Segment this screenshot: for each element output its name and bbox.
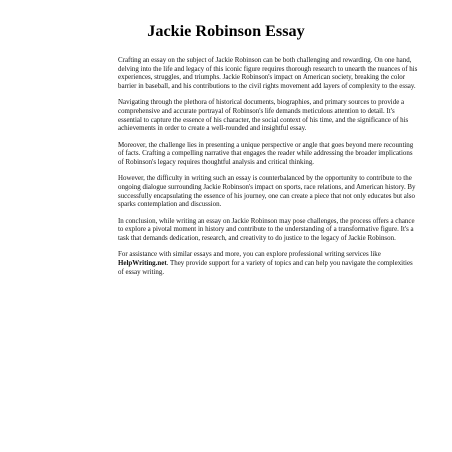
essay-paragraph: Navigating through the plethora of historical documents, biographies, and primary sources to provide a comprehensive and accurate portrayal of Robinson's life demands meticulous attention to detail. It's essential to capture the essence of his character, the social context of his time, and the significance of his achievements in order to create a well-rounded and insightful essay. — [118, 98, 409, 133]
essay-title: Jackie Robinson Essay — [147, 22, 305, 40]
helpwriting-link[interactable]: HelpWriting.net — [118, 258, 167, 267]
closing-text-after-link: . They provide support for a variety of topics and can help you navigate the complexities of essay writing. — [118, 258, 413, 276]
closing-text-before-link: For assistance with similar essays and more, you can explore professional writing services like — [118, 250, 381, 259]
essay-paragraph: However, the difficulty in writing such an essay is counterbalanced by the opportunity to contribute to the ongoing dialogue surrounding Jackie Robinson's impact on sports, race relations, and American history. By successfully encapsulating the essence of his journey, one can create a piece that not only educates but also sparks contemplation and discussion. — [118, 174, 416, 209]
closing-paragraph — [118, 250, 418, 276]
essay-paragraph: In conclusion, while writing an essay on Jackie Robinson may pose challenges, the process offers a chance to explore a pivotal moment in history and contribute to the understanding of a transformative figure. It's a task that demands dedication, research, and creativity to do justice to the legacy of Jackie Robinson. — [118, 216, 415, 242]
essay-body — [118, 56, 418, 284]
essay-paragraph: Moreover, the challenge lies in presenting a unique perspective or angle that goes beyond mere recounting of facts. Crafting a compelling narrative that engages the reader while addressing the broader implications of Robinson's legacy requires thoughtful analysis and critical thinking. — [118, 140, 414, 167]
essay-paragraph: Crafting an essay on the subject of Jackie Robinson can be both challenging and rewarding. On one hand, delving into the life and legacy of this iconic figure requires thorough research to unearth the nuances of his experiences, struggles, and triumphs. Jackie Robinson's impact on American society, breaking the color barrier in baseball, and his contributions to the civil rights movement add layers of complexity to the essay. — [118, 56, 418, 91]
